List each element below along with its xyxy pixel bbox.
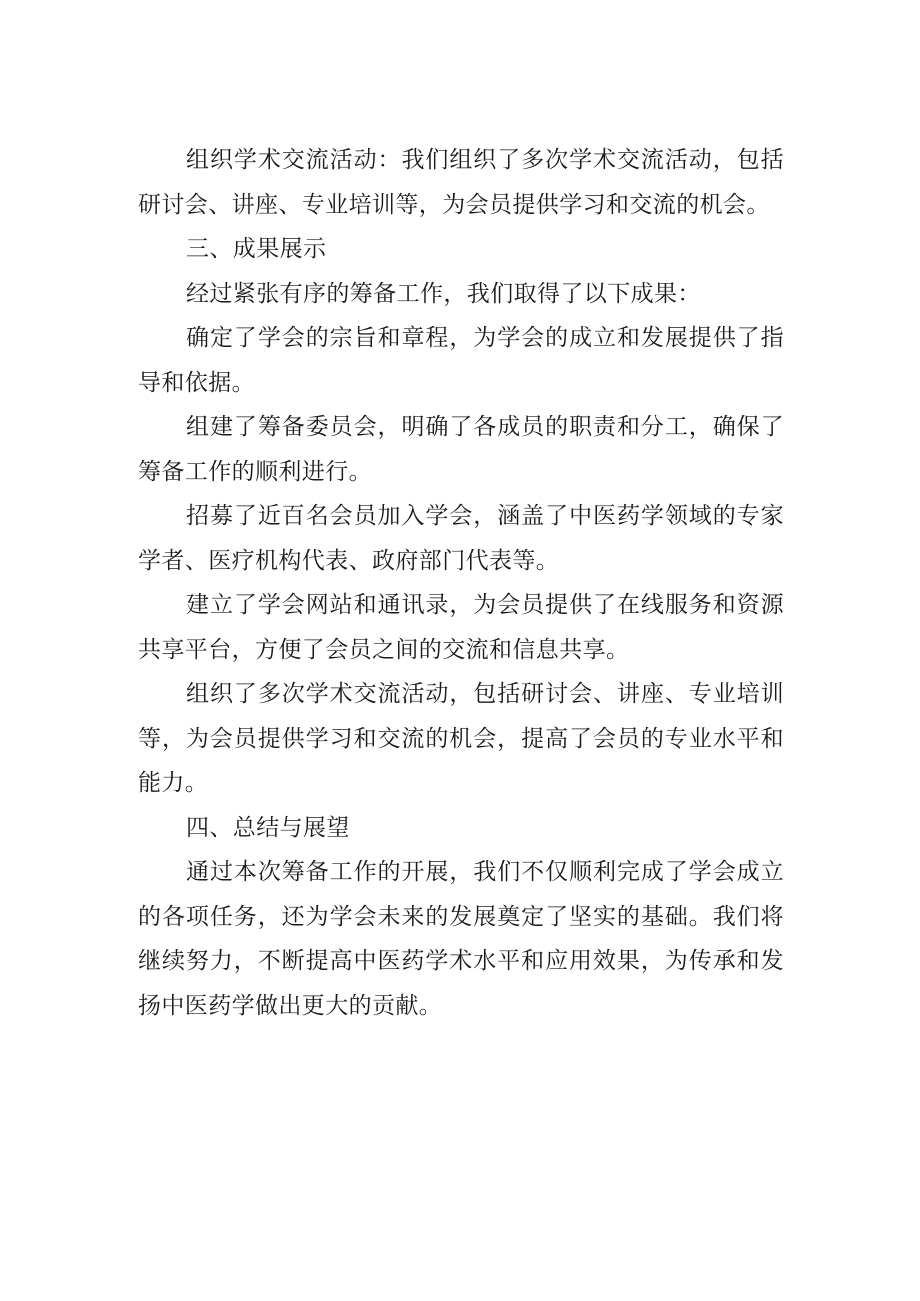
paragraph-conclusion: 通过本次筹备工作的开展，我们不仅顺利完成了学会成立的各项任务，还为学会未来的发展奠定了坚实的基础。我们将继续努力，不断提高中医药学术水平和应用效果，为传承和发扬中医药学做出更大的贡献。 [138, 859, 784, 1019]
paragraph-results-intro: 经过紧张有序的筹备工作，我们取得了以下成果： [186, 280, 701, 307]
paragraph-academic-exchange: 组织学术交流活动：我们组织了多次学术交流活动，包括研讨会、讲座、专业培训等，为会员提供学习和交流的机会。 [138, 147, 784, 218]
section-heading-summary: 四、总结与展望 [186, 814, 350, 841]
paragraph-charter: 确定了学会的宗旨和章程，为学会的成立和发展提供了指导和依据。 [138, 325, 784, 396]
paragraph-activities: 组织了多次学术交流活动，包括研讨会、讲座、专业培训等，为会员提供学习和交流的机会，提高了会员的专业水平和能力。 [138, 681, 784, 796]
paragraph-website: 建立了学会网站和通讯录，为会员提供了在线服务和资源共享平台，方便了会员之间的交流和信息共享。 [138, 592, 784, 663]
paragraph-members: 招募了近百名会员加入学会，涵盖了中医药学领域的专家学者、医疗机构代表、政府部门代表等。 [138, 503, 784, 574]
section-heading-results: 三、成果展示 [186, 236, 327, 262]
paragraph-committee: 组建了筹备委员会，明确了各成员的职责和分工，确保了筹备工作的顺利进行。 [138, 414, 784, 485]
document-body [138, 138, 784, 1028]
